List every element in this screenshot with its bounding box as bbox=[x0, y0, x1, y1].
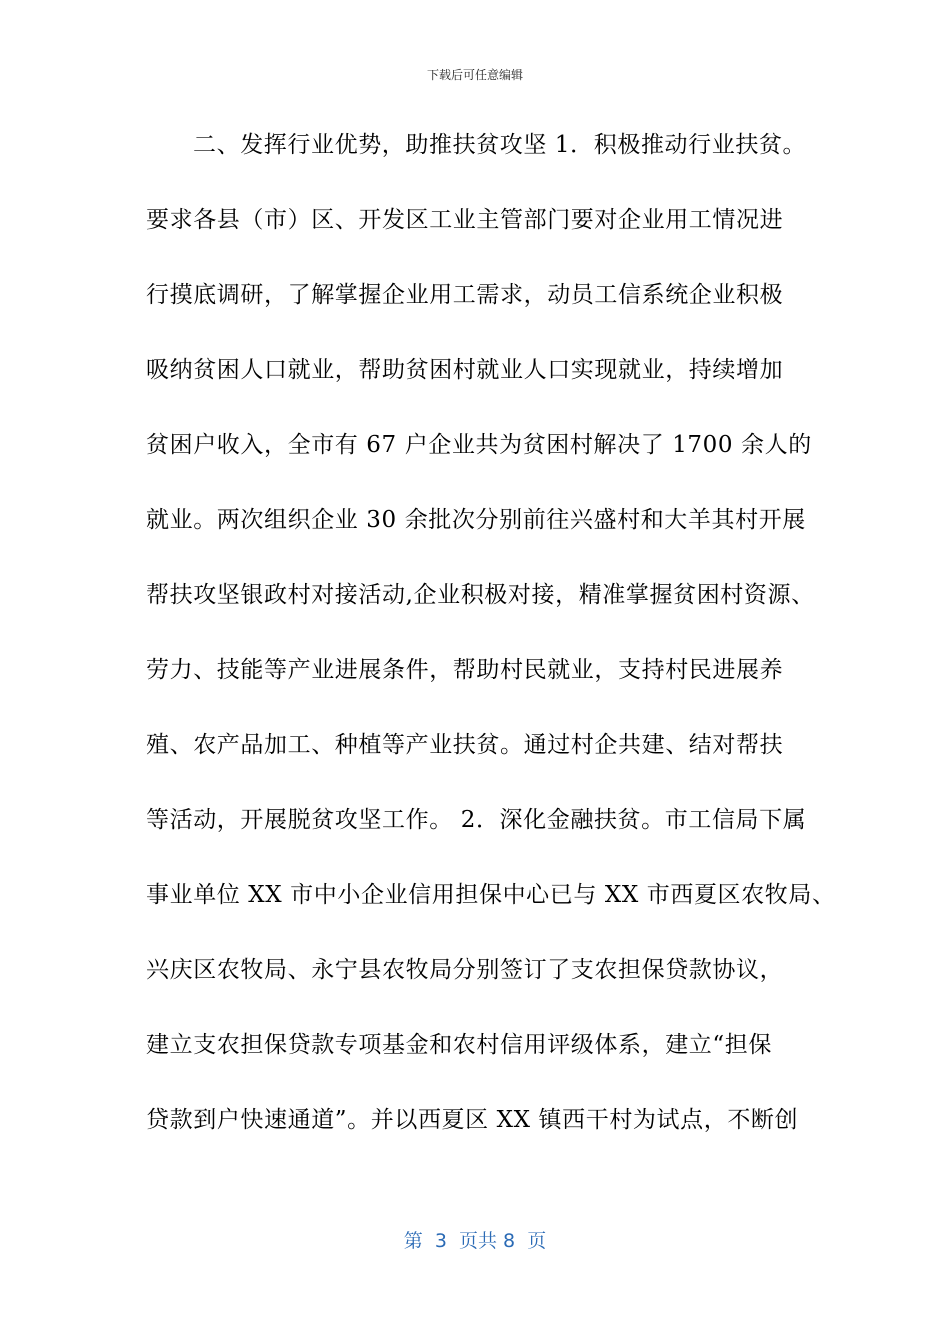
body-line: 行摸底调研，了解掌握企业用工需求，动员工信系统企业积极 bbox=[146, 282, 784, 308]
body-line: 吸纳贫困人口就业，帮助贫困村就业人口实现就业，持续增加 bbox=[146, 357, 784, 383]
body-line: 贷款到户快速通道”。并以西夏区 XX 镇西干村为试点，不断创 bbox=[146, 1107, 799, 1133]
body-line: 劳力、技能等产业进展条件，帮助村民就业，支持村民进展养 bbox=[146, 657, 784, 683]
body-line: 建立支农担保贷款专项基金和农村信用评级体系，建立“担保 bbox=[146, 1032, 772, 1058]
body-line: 贫困户收入，全市有 67 户企业共为贫困村解决了 1700 余人的 bbox=[146, 432, 812, 458]
body-line: 等活动，开展脱贫攻坚工作。 2．深化金融扶贫。市工信局下属 bbox=[146, 807, 807, 833]
body-line: 二、发挥行业优势，助推扶贫攻坚 1．积极推动行业扶贫。 bbox=[193, 132, 807, 158]
page-number-footer: 第 3 页共 8 页 bbox=[403, 1230, 547, 1252]
body-line: 就业。两次组织企业 30 余批次分别前往兴盛村和大羊其村开展 bbox=[146, 507, 806, 533]
body-line: 殖、农产品加工、种植等产业扶贫。通过村企共建、结对帮扶 bbox=[146, 732, 784, 758]
body-line: 帮扶攻坚银政村对接活动,企业积极对接，精准掌握贫困村资源、 bbox=[146, 582, 815, 608]
body-line: 要求各县（市）区、开发区工业主管部门要对企业用工情况进 bbox=[146, 207, 784, 233]
body-line: 事业单位 XX 市中小企业信用担保中心已与 XX 市西夏区农牧局、 bbox=[146, 882, 836, 908]
document-header-note: 下载后可任意编辑 bbox=[426, 68, 523, 82]
body-line: 兴庆区农牧局、永宁县农牧局分别签订了支农担保贷款协议， bbox=[146, 957, 784, 983]
